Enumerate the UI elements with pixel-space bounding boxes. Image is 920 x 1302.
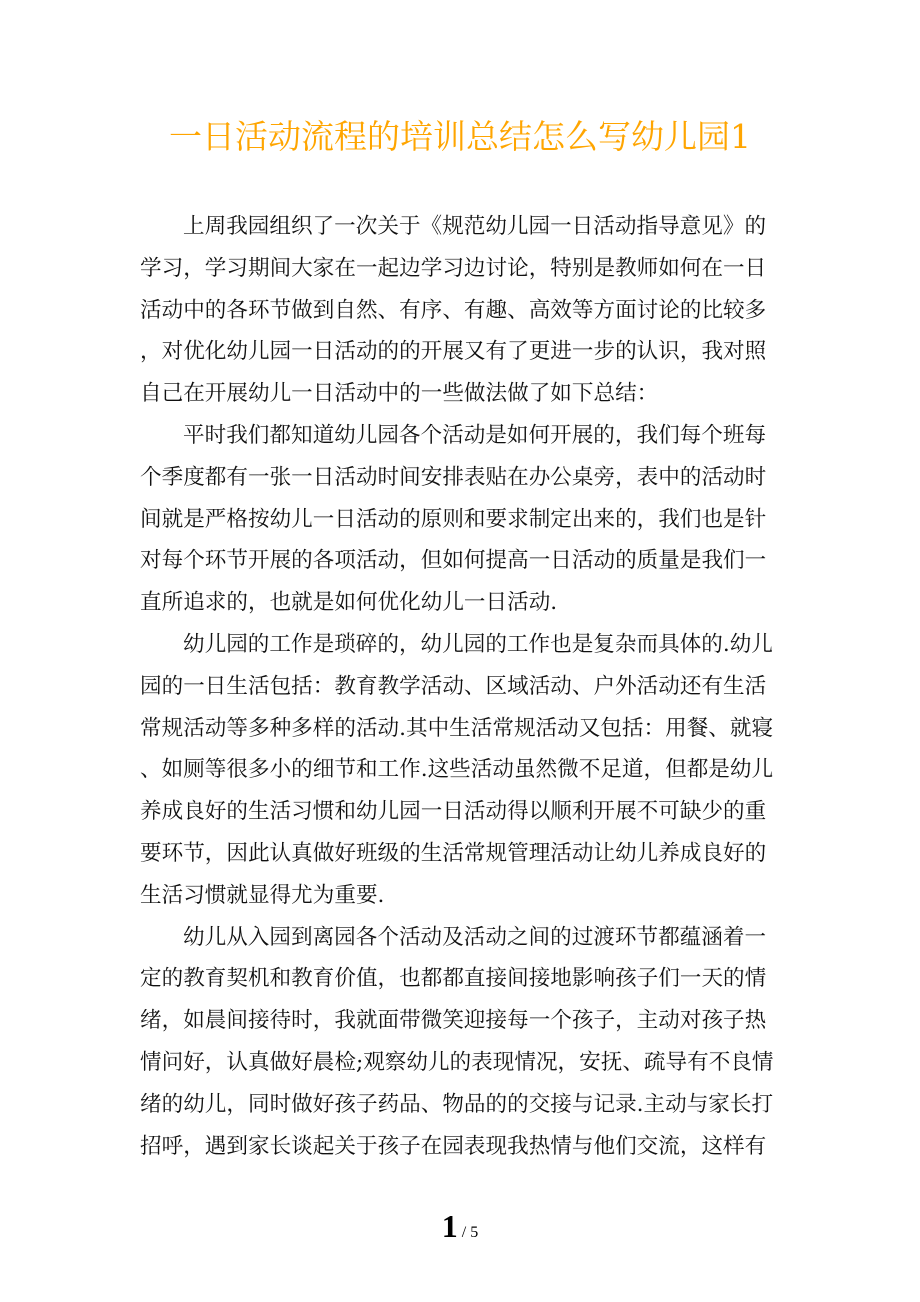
text-line: 养成良好的生活习惯和幼儿园一日活动得以顺利开展不可缺少的重 — [140, 799, 767, 825]
text-line: 常规活动等多种多样的活动.其中生活常规活动又包括：用餐、就寝 — [140, 715, 774, 741]
text-line: 要环节，因此认真做好班级的生活常规管理活动让幼儿养成良好的 — [140, 840, 767, 866]
page-current: 1 — [441, 1208, 458, 1244]
text-line: 间就是严格按幼儿一日活动的原则和要求制定出来的，我们也是针 — [140, 506, 767, 532]
text-line: 园的一日生活包括：教育教学活动、区域活动、户外活动还有生活 — [140, 673, 767, 699]
document-body — [140, 206, 780, 1167]
text-line: 定的教育契机和教育价值，也都都直接间接地影响孩子们一天的情 — [140, 966, 767, 992]
paragraph-4 — [140, 917, 780, 1168]
text-line: 、如厕等很多小的细节和工作.这些活动虽然微不足道，但都是幼儿 — [140, 757, 774, 783]
page-total: / 5 — [457, 1224, 479, 1241]
text-line: 招呼，遇到家长谈起关于孩子在园表现我热情与他们交流，这样有 — [140, 1133, 767, 1159]
text-line: 平时我们都知道幼儿园各个活动是如何开展的，我们每个班每 — [183, 422, 767, 448]
text-line: 生活习惯就显得尤为重要. — [140, 882, 385, 908]
text-line: ，对优化幼儿园一日活动的的开展又有了更进一步的认识，我对照 — [140, 339, 767, 365]
text-line: 直所追求的，也就是如何优化幼儿一日活动. — [140, 590, 558, 616]
text-line: 绪的幼儿，同时做好孩子药品、物品的的交接与记录.主动与家长打 — [140, 1091, 774, 1117]
paragraph-1 — [140, 206, 780, 415]
page-number — [0, 1208, 920, 1245]
text-line: 学习，学习期间大家在一起边学习边讨论，特别是教师如何在一日 — [140, 255, 767, 281]
paragraph-3 — [140, 624, 780, 917]
text-line: 幼儿从入园到离园各个活动及活动之间的过渡环节都蕴涵着一 — [183, 924, 767, 950]
text-line: 对每个环节开展的各项活动，但如何提高一日活动的质量是我们一 — [140, 548, 767, 574]
text-line: 情问好，认真做好晨检;观察幼儿的表现情况，安抚、疏导有不良情 — [140, 1049, 774, 1075]
text-line: 活动中的各环节做到自然、有序、有趣、高效等方面讨论的比较多 — [140, 297, 767, 323]
document-title: 一日活动流程的培训总结怎么写幼儿园1 — [169, 117, 751, 156]
paragraph-2 — [140, 415, 780, 624]
text-line: 自己在开展幼儿一日活动中的一些做法做了如下总结： — [140, 381, 659, 407]
text-line: 幼儿园的工作是琐碎的，幼儿园的工作也是复杂而具体的.幼儿 — [183, 631, 773, 657]
text-line: 上周我园组织了一次关于《规范幼儿园一日活动指导意见》的 — [183, 214, 767, 239]
text-line: 绪，如晨间接待时，我就面带微笑迎接每一个孩子，主动对孩子热 — [140, 1008, 767, 1034]
text-line: 个季度都有一张一日活动时间安排表贴在办公桌旁，表中的活动时 — [140, 464, 767, 490]
